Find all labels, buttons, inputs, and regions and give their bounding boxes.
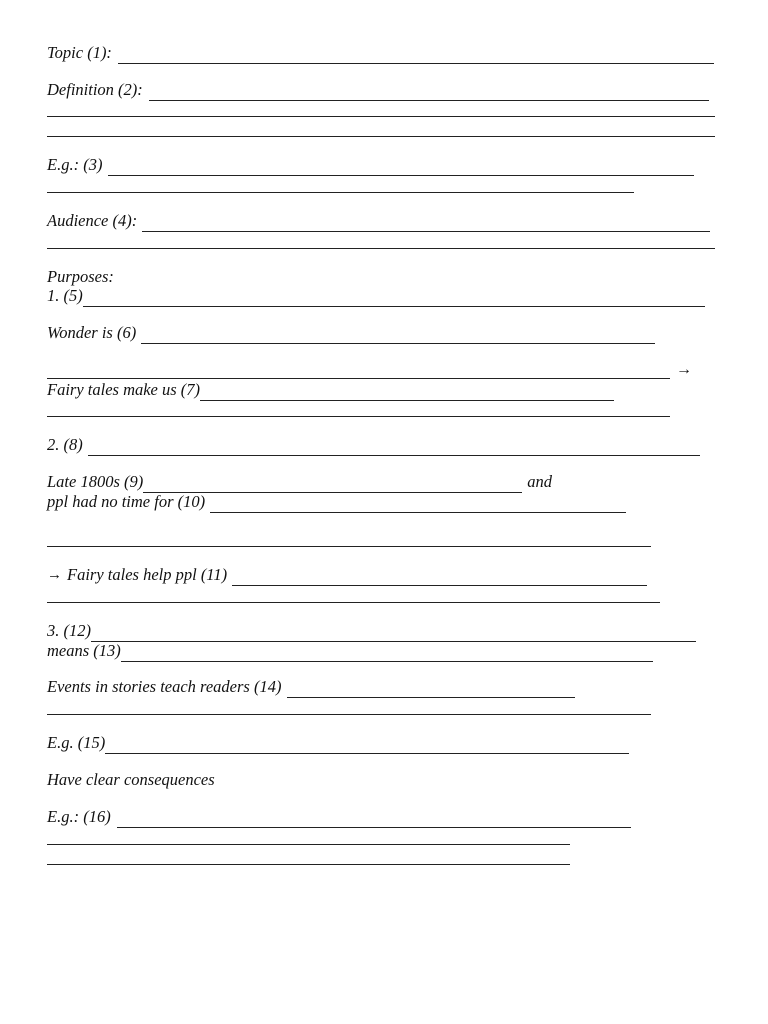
purpose-3-blank[interactable]: [91, 622, 696, 642]
example-16-blank[interactable]: [117, 808, 631, 828]
fairy-tales-11-label: Fairy tales help ppl (11): [67, 564, 228, 584]
events-label: Events in stories teach readers (14): [47, 676, 282, 696]
wonder-row: [47, 324, 655, 344]
events-line-2[interactable]: [47, 714, 651, 715]
wonder-label: Wonder is (6): [47, 322, 137, 342]
no-time-line-2[interactable]: [47, 546, 651, 547]
no-time-row: [47, 493, 626, 513]
topic-label: Topic (1):: [47, 42, 112, 62]
fairy-tales-11-line-2[interactable]: [47, 602, 660, 603]
events-row: [47, 678, 575, 698]
example-3-blank[interactable]: [108, 156, 694, 176]
wonder-line-2[interactable]: [47, 378, 670, 379]
fairy-tales-7-blank[interactable]: [200, 381, 614, 401]
late-1800s-blank[interactable]: [143, 473, 522, 493]
audience-blank[interactable]: [142, 212, 710, 232]
example-3-line-2[interactable]: [47, 192, 634, 193]
fairy-tales-7-row: [47, 381, 614, 401]
definition-row: [47, 81, 709, 101]
arrow-right-icon: →: [676, 361, 692, 378]
audience-label: Audience (4):: [47, 210, 138, 230]
no-time-blank[interactable]: [210, 493, 626, 513]
arrow-right-icon: →: [47, 567, 62, 583]
purpose-2-blank[interactable]: [88, 436, 700, 456]
example-15-row: [47, 734, 629, 754]
no-time-label: ppl had no time for (10): [47, 491, 206, 511]
events-blank[interactable]: [287, 678, 575, 698]
purpose-1-blank[interactable]: [83, 287, 705, 307]
topic-row: [47, 44, 714, 64]
wonder-blank[interactable]: [141, 324, 655, 344]
means-label: means (13): [47, 640, 121, 660]
fairy-tales-7-label: Fairy tales make us (7): [47, 379, 201, 399]
audience-row: [47, 212, 710, 232]
fairy-tales-11-row: [47, 566, 647, 586]
example-15-blank[interactable]: [105, 734, 629, 754]
means-row: [47, 642, 653, 662]
fairy-tales-7-line-2[interactable]: [47, 416, 670, 417]
definition-blank[interactable]: [149, 81, 709, 101]
late-1800s-row: [47, 473, 552, 493]
example-16-label: E.g.: (16): [47, 806, 111, 826]
example-16-line-3[interactable]: [47, 864, 570, 865]
consequences-text: Have clear consequences: [47, 769, 215, 789]
example-3-label: E.g.: (3): [47, 154, 103, 174]
purpose-3-label: 3. (12): [47, 620, 91, 640]
fairy-tales-11-blank[interactable]: [232, 566, 647, 586]
example-16-row: [47, 808, 631, 828]
purpose-1-label: 1. (5): [47, 285, 83, 305]
example-3-row: [47, 156, 694, 176]
late-1800s-label: Late 1800s (9): [47, 471, 144, 491]
purpose-1-row: [47, 287, 705, 307]
and-text: and: [527, 471, 552, 491]
purpose-2-row: [47, 436, 700, 456]
purposes-heading: Purposes:: [47, 266, 114, 286]
audience-line-2[interactable]: [47, 248, 715, 249]
topic-blank[interactable]: [118, 44, 714, 64]
purpose-3-row: [47, 622, 696, 642]
means-blank[interactable]: [121, 642, 653, 662]
example-15-label: E.g. (15): [47, 732, 106, 752]
purpose-2-label: 2. (8): [47, 434, 83, 454]
purposes-heading-row: [47, 268, 114, 288]
definition-line-2[interactable]: [47, 116, 715, 117]
example-16-line-2[interactable]: [47, 844, 570, 845]
definition-label: Definition (2):: [47, 79, 143, 99]
definition-line-3[interactable]: [47, 136, 715, 137]
consequences-row: [47, 771, 215, 791]
